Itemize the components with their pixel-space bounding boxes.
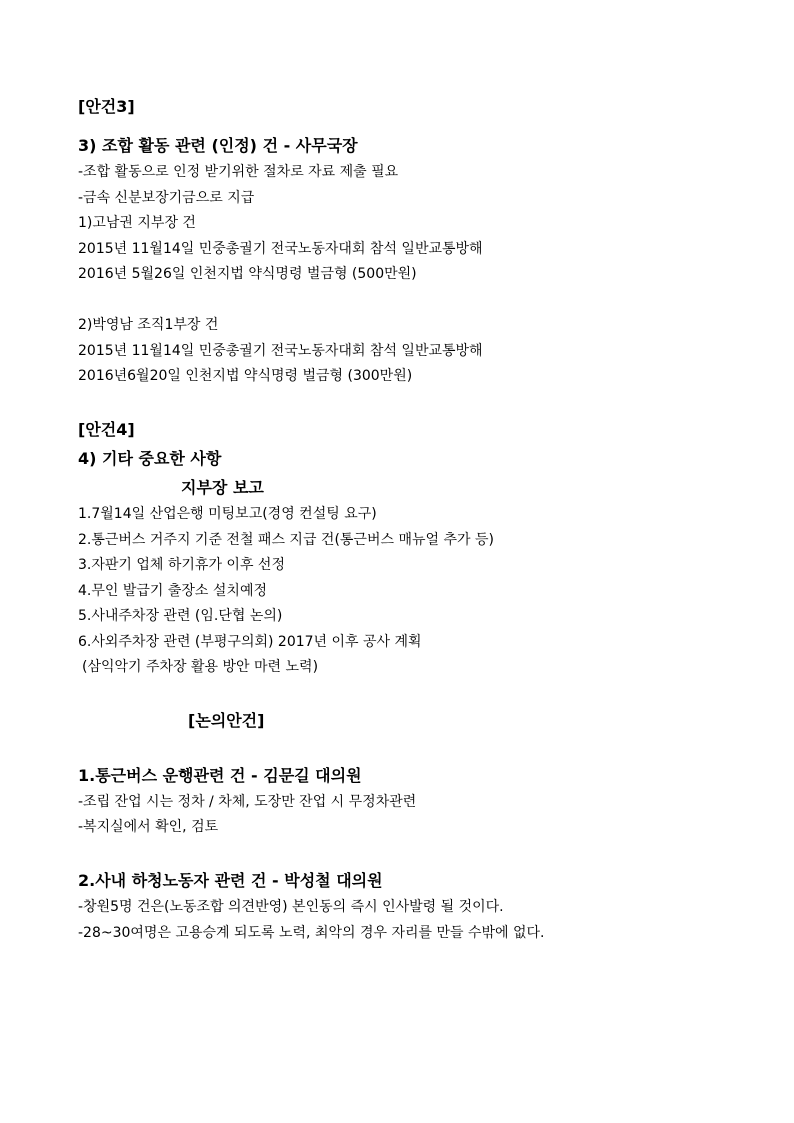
agenda3-line: -조합 활동으로 인정 받기위한 절차로 자료 제출 필요 [78, 164, 399, 180]
agenda4-tag: [안건4] [78, 420, 135, 439]
discussion-item1-line: -복지실에서 확인, 검토 [78, 819, 219, 835]
agenda4-title: 4) 기타 중요한 사항 [78, 449, 222, 468]
agenda3-line: 2015년 11월14일 민중총궐기 전국노동자대회 참석 일반교통방해 [78, 342, 483, 359]
agenda3-line: -금속 신분보장기금으로 지급 [78, 189, 255, 206]
agenda3-title: 3) 조합 활동 관련 (인정) 건 - 사무국장 [78, 136, 358, 155]
discussion-item2-title: 2.사내 하청노동자 관련 건 - 박성철 대의원 [78, 871, 383, 890]
agenda3-line: 2)박영남 조직1부장 건 [78, 317, 219, 333]
report-title: 지부장 보고 [181, 478, 264, 497]
report-item: 5.사내주차장 관련 (임.단협 논의) [78, 608, 283, 624]
report-item-note: (삼익악기 주차장 활용 방안 마련 노력) [82, 659, 319, 675]
discussion-item1-line: -조립 잔업 시는 정차 / 차체, 도장만 잔업 시 무정차관련 [78, 793, 417, 810]
report-item: 4.무인 발급기 출장소 설치예정 [78, 582, 267, 599]
agenda3-line: 2016년 5월26일 인천지법 약식명령 벌금형 (500만원) [78, 266, 417, 282]
discussion-item1-title: 1.통근버스 운행관련 건 - 김문길 대의원 [78, 765, 362, 785]
discussion-item2-line: -28~30여명은 고용승계 되도록 노력, 최악의 경우 자리를 만들 수밖에 없다. [78, 924, 545, 941]
report-item: 6.사외주차장 관련 (부평구의회) 2017년 이후 공사 계획 [78, 633, 422, 650]
report-item: 1.7월14일 산업은행 미팅보고(경영 컨설팅 요구) [78, 506, 377, 522]
document-page [78, 92, 758, 946]
agenda3-line: 2016년6월20일 인천지법 약식명령 벌금형 (300만원) [78, 368, 413, 384]
report-item: 2.통근버스 거주지 기준 전철 패스 지급 건(통근버스 매뉴얼 추가 등) [78, 531, 494, 548]
agenda3-line: 1)고남권 지부장 건 [78, 215, 196, 231]
agenda3-tag: [안건3] [78, 97, 135, 116]
report-item: 3.자판기 업체 하기휴가 이후 선정 [78, 557, 285, 573]
discussion-item2-line: -창원5명 건은(노동조합 의견반영) 본인동의 즉시 인사발령 될 것이다. [78, 899, 504, 915]
discussion-title: [논의안건] [188, 711, 265, 730]
agenda3-line: 2015년 11월14일 민중총궐기 전국노동자대회 참석 일반교통방해 [78, 240, 483, 257]
